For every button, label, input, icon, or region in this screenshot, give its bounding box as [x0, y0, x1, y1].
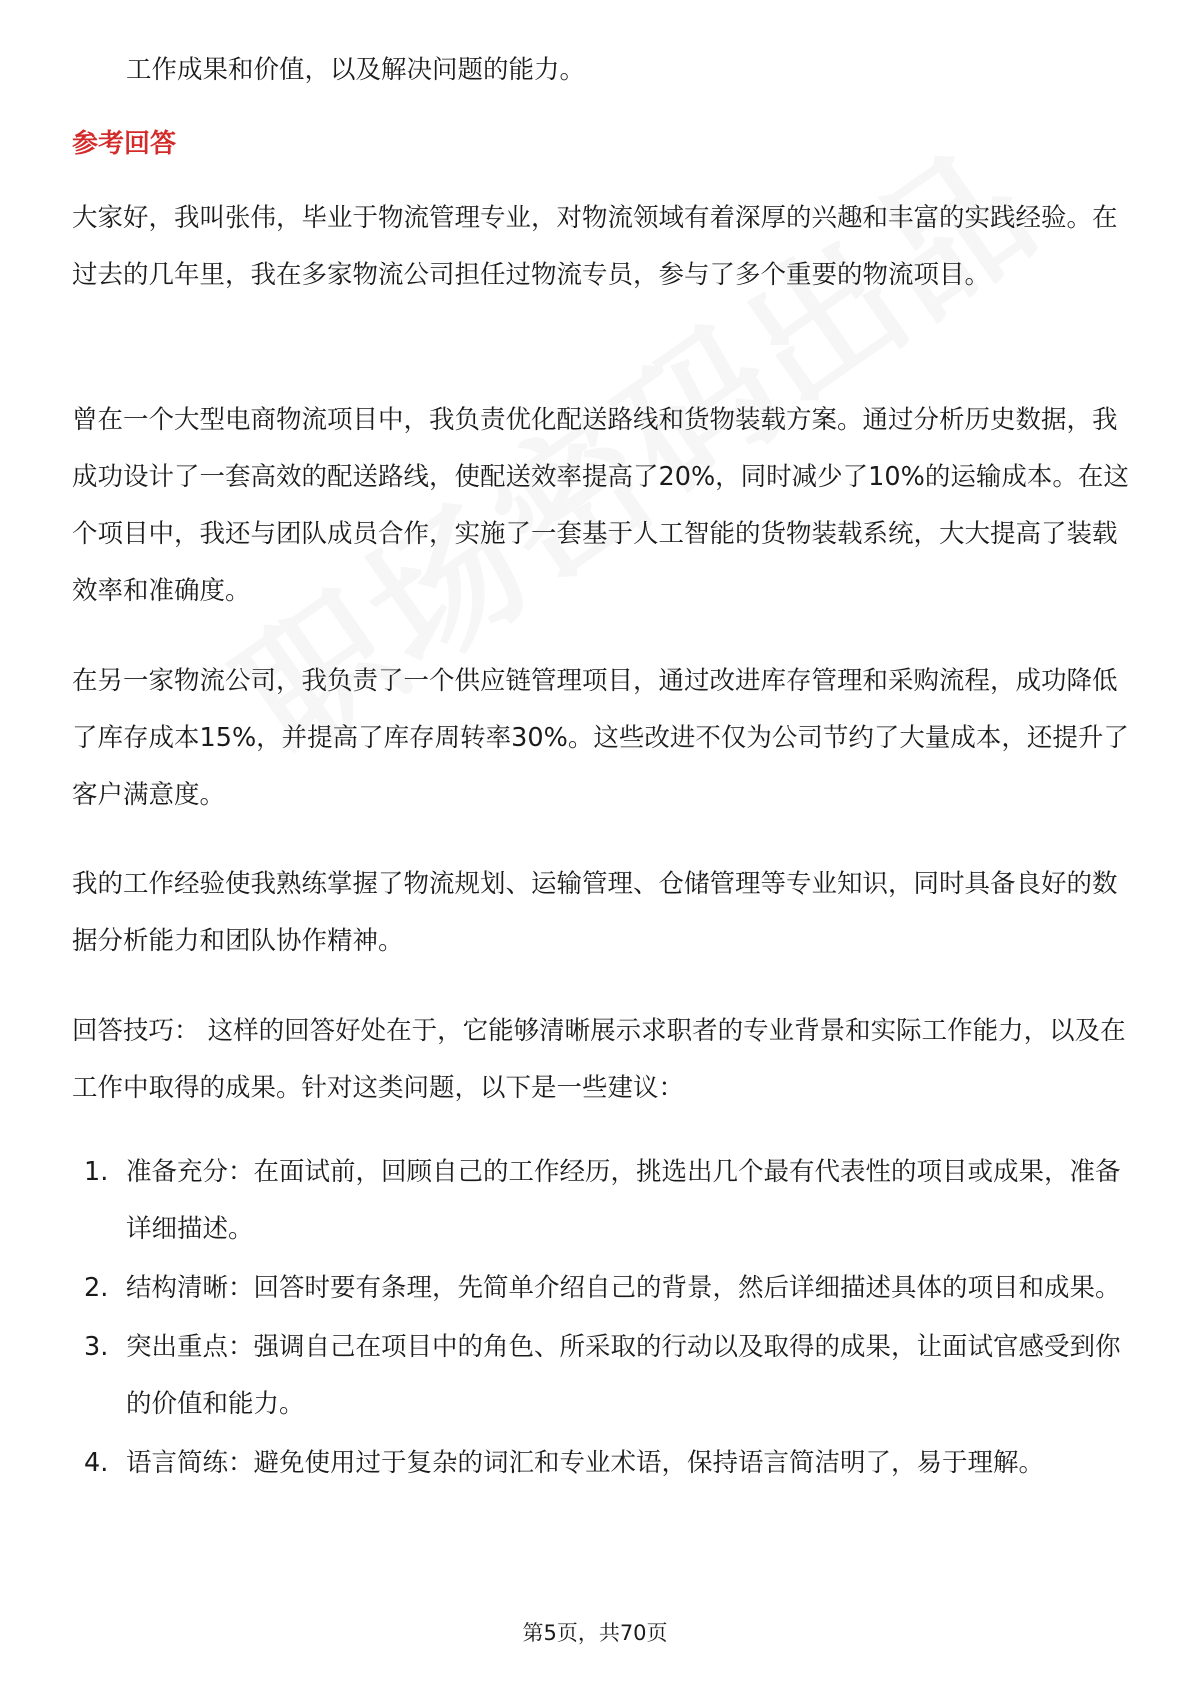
- list-item-text: 语言简练：避免使用过于复杂的词汇和专业术语，保持语言简洁明了，易于理解。: [126, 1448, 1045, 1478]
- tips-intro-label: 回答技巧：: [72, 1016, 200, 1046]
- list-number: 4.: [84, 1448, 109, 1478]
- list-number: 3.: [84, 1332, 109, 1362]
- section-heading: 参考回答: [72, 129, 177, 159]
- tips-list: [72, 1144, 1132, 1494]
- answer-paragraph: 在另一家物流公司，我负责了一个供应链管理项目，通过改进库存管理和采购流程，成功降低了库存成本15%，并提高了库存周转率30%。这些改进不仅为公司节约了大量成本，还提升了客户满意度。: [72, 666, 1129, 810]
- tips-intro-text: 这样的回答好处在于，它能够清晰展示求职者的专业背景和实际工作能力，以及在工作中取得的成果。针对这类问题，以下是一些建议：: [72, 1016, 1126, 1103]
- tips-list-item: [72, 1260, 1132, 1317]
- list-item-text: 结构清晰：回答时要有条理，先简单介绍自己的背景，然后详细描述具体的项目和成果。: [126, 1273, 1121, 1303]
- answer-paragraph: 大家好，我叫张伟，毕业于物流管理专业，对物流领域有着深厚的兴趣和丰富的实践经验。在过去的几年里，我在多家物流公司担任过物流专员，参与了多个重要的物流项目。: [72, 203, 1118, 290]
- list-number: 2.: [84, 1273, 109, 1303]
- continuation-text: 工作成果和价值，以及解决问题的能力。: [126, 55, 586, 85]
- answer-paragraph: 曾在一个大型电商物流项目中，我负责优化配送路线和货物装载方案。通过分析历史数据，我成功设计了一套高效的配送路线，使配送效率提高了20%，同时减少了10%的运输成本。在这个项目中，我还与团队成员合作，实施了一套基于人工智能的货物装载系统，大大提高了装载效率和准确度。: [72, 405, 1129, 606]
- list-number: 1.: [84, 1157, 109, 1187]
- tips-list-item: [72, 1319, 1132, 1433]
- list-item-text: 突出重点：强调自己在项目中的角色、所采取的行动以及取得的成果，让面试官感受到你的价值和能力。: [126, 1332, 1121, 1419]
- tips-intro: [72, 1003, 1132, 1117]
- list-item-text: 准备充分：在面试前，回顾自己的工作经历，挑选出几个最有代表性的项目或成果，准备详细描述。: [126, 1157, 1121, 1244]
- tips-list-item: [72, 1435, 1132, 1492]
- answer-paragraph: 我的工作经验使我熟练掌握了物流规划、运输管理、仓储管理等专业知识，同时具备良好的数据分析能力和团队协作精神。: [72, 869, 1118, 956]
- page-footer: 第5页，共70页: [522, 1621, 668, 1645]
- tips-list-item: [72, 1144, 1132, 1258]
